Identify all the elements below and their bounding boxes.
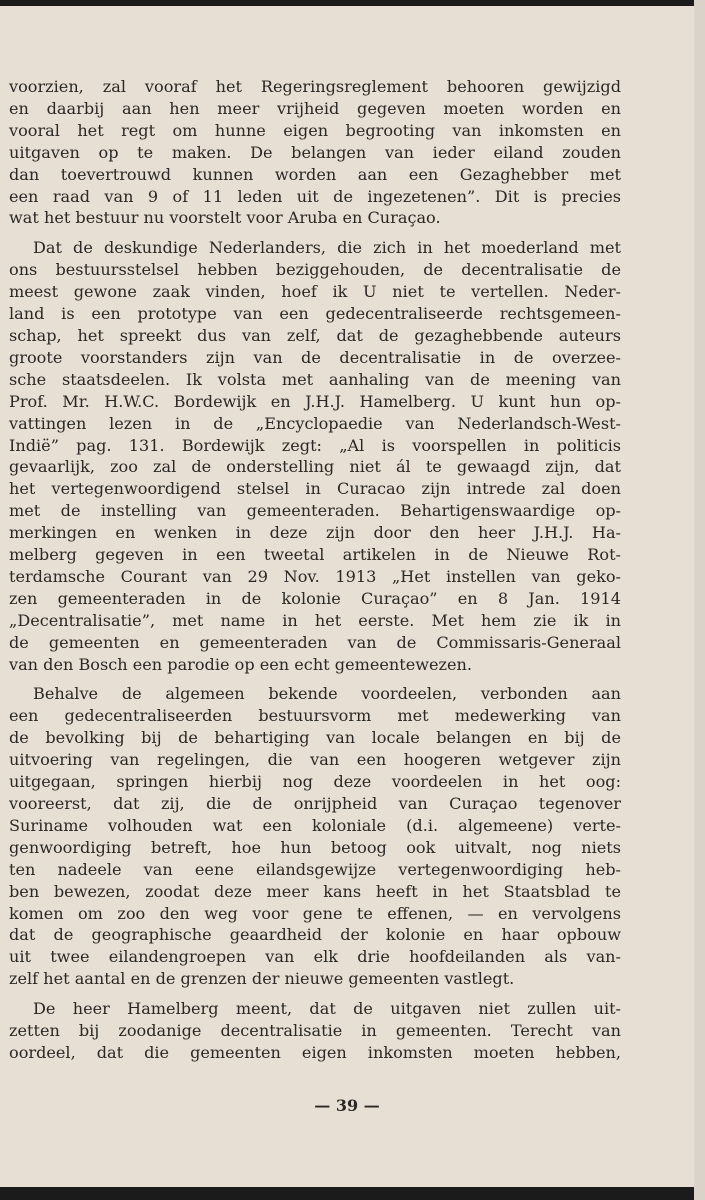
text-line: uitvoering van regelingen, die van een hoogeren wetgever zijn	[9, 750, 621, 770]
text-line: een gedecentraliseerden bestuursvorm met medewerking van	[9, 706, 621, 726]
text-line: zelf het aantal en de grenzen der nieuwe gemeenten vastlegt.	[9, 969, 515, 989]
text-line: Indië” pag. 131. Bordewijk zegt: „Al is voorspellen in politicis	[9, 435, 621, 455]
text-line: groote voorstanders zijn van de decentralisatie in de overzee-	[9, 347, 621, 367]
text-line: vooreerst, dat zij, die de onrijpheid van Curaçao tegenover	[9, 794, 621, 813]
text-line: Behalve de algemeen bekende voordeelen, verbonden aan	[33, 684, 621, 704]
text-line: oordeel, dat die gemeenten eigen inkomsten moeten hebben,	[9, 1042, 621, 1062]
text-line: uitgaven op te maken. De belangen van ieder eiland zouden	[9, 142, 621, 162]
text-line: komen om zoo den weg voor gene te effenen, — en vervolgens	[9, 903, 621, 923]
text-line: ben bewezen, zoodat deze meer kans heeft in het Staatsblad te	[9, 881, 621, 901]
text-line: Suriname volhouden wat een koloniale (d.i. algemeene) verte-	[9, 815, 621, 835]
text-line: en daarbij aan hen meer vrijheid gegeven moeten worden en	[9, 98, 621, 118]
text-line: gevaarlijk, zoo zal de onderstelling niet ál te gewaagd zijn, dat	[9, 457, 621, 477]
page-number: — 39 —	[314, 1096, 380, 1115]
text-line: dat de geographische geaardheid der kolonie en haar opbouw	[9, 925, 621, 945]
document-page	[0, 6, 694, 1187]
text-line: ten nadeele van eene eilandsgewijze vertegenwoordiging heb-	[9, 859, 621, 879]
text-line: merkingen en wenken in deze zijn door den heer J.H.J. Ha-	[9, 523, 621, 543]
text-line: vattingen lezen in de „Encyclopaedie van Nederlandsch-West-	[9, 413, 621, 433]
paragraph	[9, 76, 621, 229]
text-line: meest gewone zaak vinden, hoef ik U niet te vertellen. Neder-	[9, 282, 621, 302]
text-line: zetten bij zoodanige decentralisatie in gemeenten. Terecht van	[9, 1021, 621, 1041]
paragraph	[9, 237, 621, 675]
text-line: uitgegaan, springen hierbij nog deze voordeelen in het oog:	[9, 772, 621, 792]
page-edge	[694, 0, 705, 1200]
text-line: met de instelling van gemeenteraden. Behartigenswaardige op-	[9, 501, 621, 521]
text-line: dan toevertrouwd kunnen worden aan een Gezaghebber met	[9, 164, 621, 184]
text-line: Dat de deskundige Nederlanders, die zich in het moederland met	[33, 238, 621, 258]
text-line: de bevolking bij de behartiging van locale belangen en bij de	[9, 728, 621, 748]
text-line: van den Bosch een parodie op een echt gemeentewezen.	[9, 654, 473, 674]
text-line: Prof. Mr. H.W.C. Bordewijk en J.H.J. Hamelberg. U kunt hun op-	[9, 391, 621, 411]
text-line: voorzien, zal vooraf het Regeringsreglement behooren gewijzigd	[9, 77, 621, 96]
text-line: „Decentralisatie”, met name in het eerste. Met hem zie ik in	[9, 610, 621, 630]
text-line: melberg gegeven in een tweetal artikelen in de Nieuwe Rot-	[9, 545, 621, 565]
text-line: uit twee eilandengroepen van elk drie hoofdeilanden als van-	[9, 947, 621, 967]
text-line: schap, het spreekt dus van zelf, dat de gezaghebbende auteurs	[9, 325, 621, 345]
body-text	[9, 76, 621, 1072]
text-line: terdamsche Courant van 29 Nov. 1913 „Het instellen van geko-	[9, 566, 621, 586]
text-line: de gemeenten en gemeenteraden van de Commissaris-Generaal	[9, 632, 621, 652]
text-line: genwoordiging betreft, hoe hun betoog ook uitvalt, nog niets	[9, 837, 621, 857]
text-line: een raad van 9 of 11 leden uit de ingezetenen”. Dit is precies	[9, 186, 621, 206]
paragraph	[9, 998, 621, 1064]
text-line: land is een prototype van een gedecentraliseerde rechtsgemeen-	[9, 304, 621, 324]
text-line: sche staatsdeelen. Ik volsta met aanhaling van de meening van	[9, 369, 621, 389]
text-line: ons bestuursstelsel hebben beziggehouden, de decentralisatie de	[9, 260, 621, 280]
text-line: het vertegenwoordigend stelsel in Curacao zijn intrede zal doen	[9, 479, 621, 499]
text-line: zen gemeenteraden in de kolonie Curaçao” en 8 Jan. 1914	[9, 588, 621, 608]
text-line: De heer Hamelberg meent, dat de uitgaven niet zullen uit-	[33, 999, 621, 1019]
text-line: wat het bestuur nu voorstelt voor Aruba en Curaçao.	[9, 208, 441, 228]
text-line: vooral het regt om hunne eigen begrooting van inkomsten en	[9, 120, 621, 140]
paragraph	[9, 683, 621, 990]
